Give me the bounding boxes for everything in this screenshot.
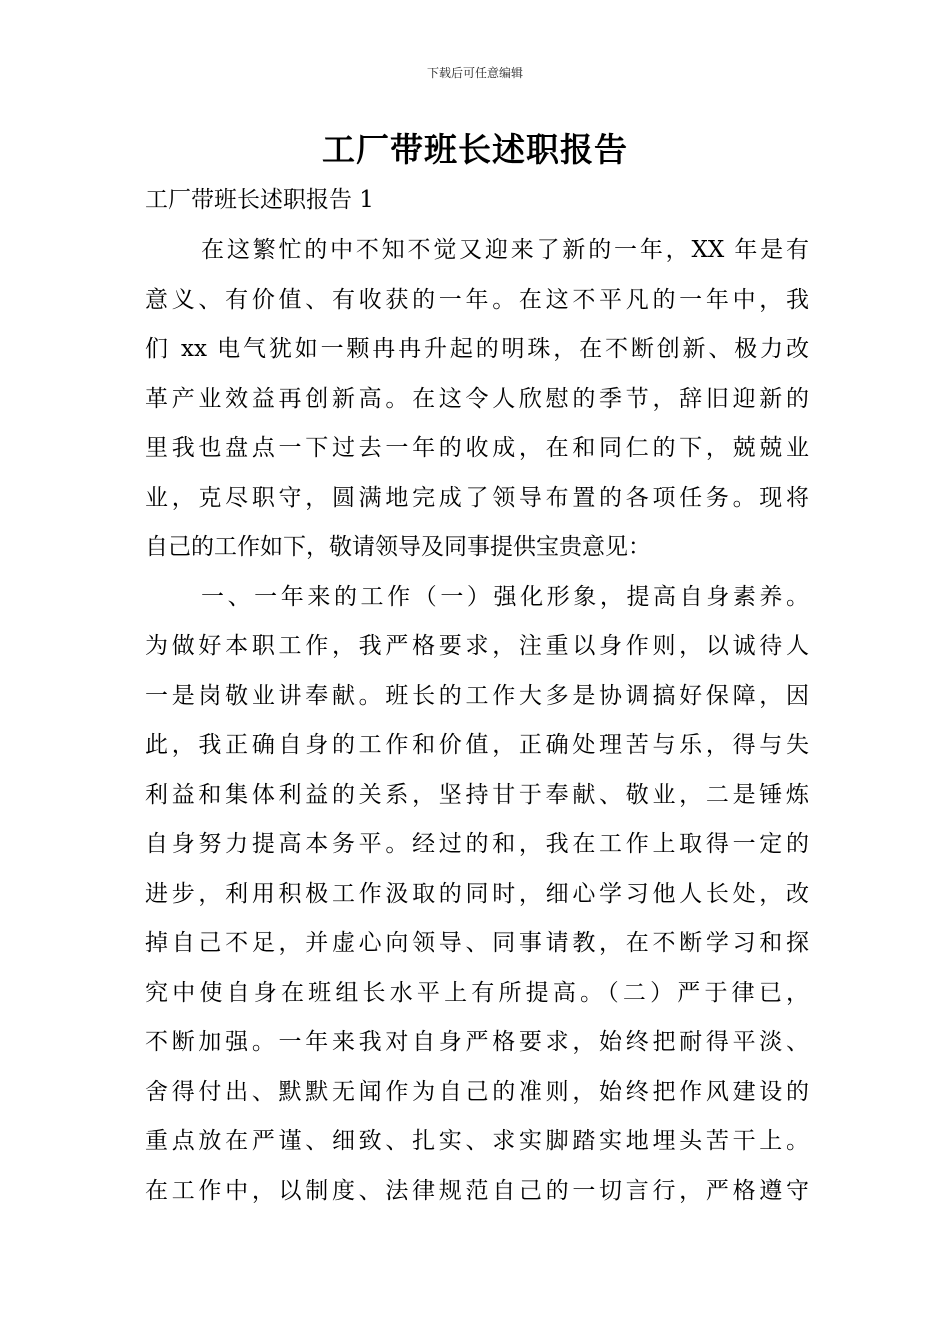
body-line: 在工作中，以制度、法律规范自己的一切言行，严格遵守	[145, 1177, 809, 1204]
body-line: 里我也盘点一下过去一年的收成，在和同仁的下，兢兢业	[145, 435, 809, 461]
body-line: 自身努力提高本务平。经过的和，我在工作上取得一定的	[145, 831, 809, 857]
body-line: 意义、有价值、有收获的一年。在这不平凡的一年中，我	[145, 286, 809, 313]
body-line: 舍得付出、默默无闻作为自己的准则，始终把作风建设的	[145, 1078, 809, 1105]
body-line: 利益和集体利益的关系，坚持甘于奉献、敬业，二是锤炼	[145, 781, 809, 808]
document-title: 工厂带班长述职报告	[322, 130, 628, 169]
body-text	[145, 226, 809, 1216]
section-subtitle: 工厂带班长述职报告 1	[145, 187, 374, 213]
body-line: 此，我正确自身的工作和价值，正确处理苦与乐，得与失	[145, 732, 809, 758]
body-line: 们 xx 电气犹如一颗冉冉升起的明珠，在不断创新、极力改	[145, 336, 809, 362]
body-line: 进步，利用积极工作汲取的同时，细心学习他人长处，改	[145, 880, 809, 907]
body-line: 一是岗敬业讲奉献。班长的工作大多是协调搞好保障，因	[145, 682, 809, 709]
body-line: 革产业效益再创新高。在这令人欣慰的季节，辞旧迎新的	[145, 385, 809, 412]
body-line: 业，克尽职守，圆满地完成了领导布置的各项任务。现将	[145, 484, 809, 511]
body-line: 重点放在严谨、细致、扎实、求实脚踏实地埋头苦干上。	[145, 1128, 809, 1154]
body-line: 不断加强。一年来我对自身严格要求，始终把耐得平淡、	[145, 1029, 809, 1055]
body-line: 在这繁忙的中不知不觉又迎来了新的一年，XX 年是有	[201, 237, 809, 263]
body-line: 掉自己不足，并虚心向领导、同事请教，在不断学习和探	[145, 930, 809, 956]
body-line: 一、一年来的工作（一）强化形象，提高自身素养。	[201, 583, 809, 610]
body-line: 为做好本职工作，我严格要求，注重以身作则，以诚待人	[145, 633, 809, 659]
body-line: 自己的工作如下，敬请领导及同事提供宝贵意见：	[145, 534, 651, 560]
header-note: 下载后可任意编辑	[426, 66, 523, 80]
body-line: 究中使自身在班组长水平上有所提高。（二）严于律已，	[145, 979, 809, 1006]
